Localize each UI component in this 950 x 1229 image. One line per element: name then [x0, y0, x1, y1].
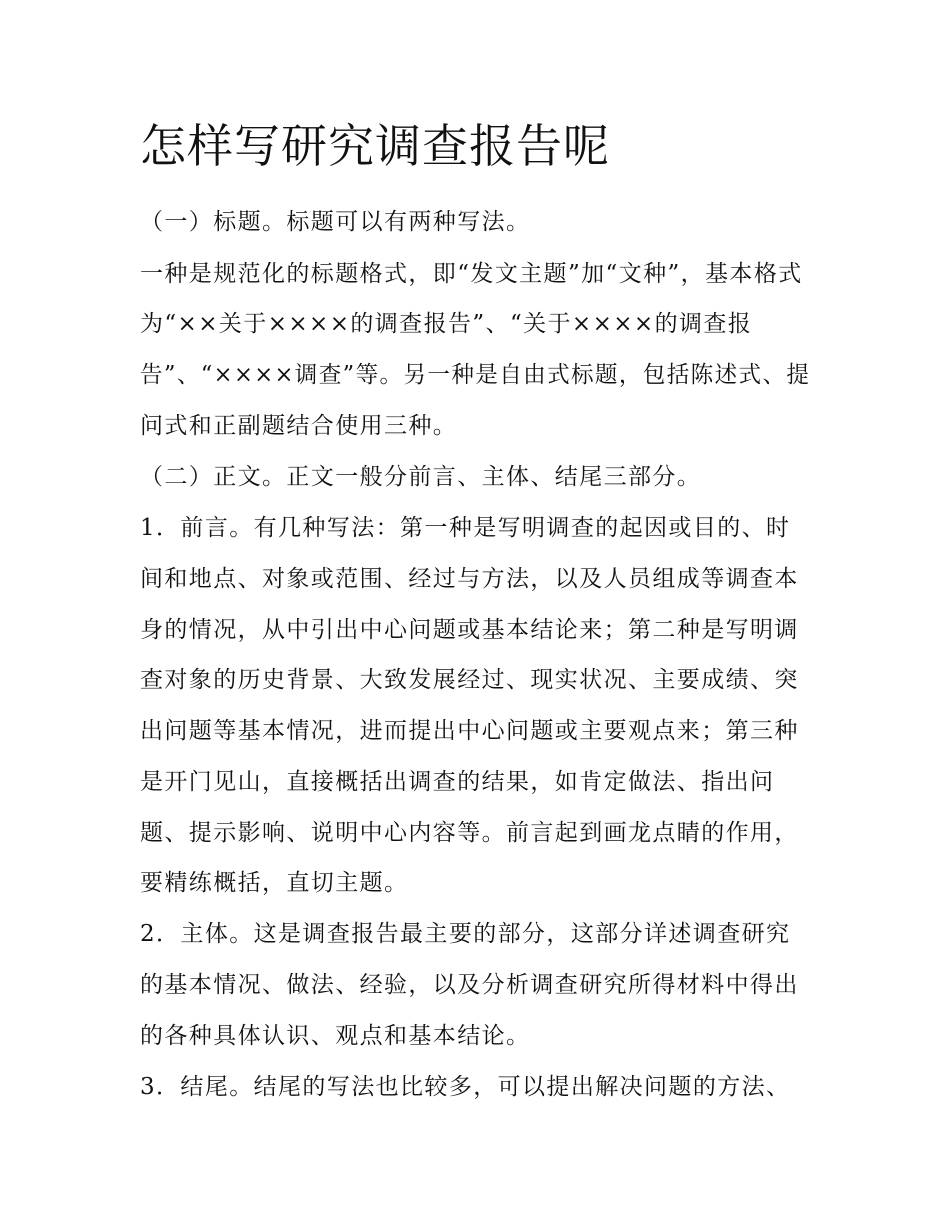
- text-line: 1．前言。有几种写法：第一种是写明调查的起因或目的、时: [140, 515, 791, 541]
- text-line: （二）正文。正文一般分前言、主体、结尾三部分。: [140, 464, 702, 490]
- text-line: 2．主体。这是调查报告最主要的部分，这部分详述调查研究: [140, 921, 791, 947]
- text-line: 的各种具体认识、观点和基本结论。: [140, 1023, 531, 1049]
- text-line: 一种是规范化的标题格式，即“发文主题”加“文种”，基本格式: [140, 261, 803, 287]
- document-title: 怎样写研究调查报告呢: [140, 119, 610, 173]
- text-line: （一）标题。标题可以有两种写法。: [140, 209, 531, 235]
- text-line: 告”、“××××调查”等。另一种是自由式标题，包括陈述式、提: [140, 362, 811, 388]
- text-line: 为“××关于××××的调查报告”、“关于××××的调查报: [140, 311, 753, 337]
- text-line: 题、提示影响、说明中心内容等。前言起到画龙点睛的作用，: [140, 820, 799, 846]
- text-line: 间和地点、对象或范围、经过与方法，以及人员组成等调查本: [140, 566, 799, 592]
- text-line: 问式和正副题结合使用三种。: [140, 413, 458, 439]
- text-line: 要精练概括，直切主题。: [140, 870, 409, 896]
- text-line: 查对象的历史背景、大致发展经过、现实状况、主要成绩、突: [140, 667, 799, 693]
- text-line: 是开门见山，直接概括出调查的结果，如肯定做法、指出问: [140, 769, 775, 795]
- text-line: 出问题等基本情况，进而提出中心问题或主要观点来；第三种: [140, 718, 799, 744]
- text-line: 3．结尾。结尾的写法也比较多，可以提出解决问题的方法、: [140, 1074, 791, 1100]
- text-line: 的基本情况、做法、经验，以及分析调查研究所得材料中得出: [140, 972, 799, 998]
- text-line: 身的情况，从中引出中心问题或基本结论来；第二种是写明调: [140, 617, 799, 643]
